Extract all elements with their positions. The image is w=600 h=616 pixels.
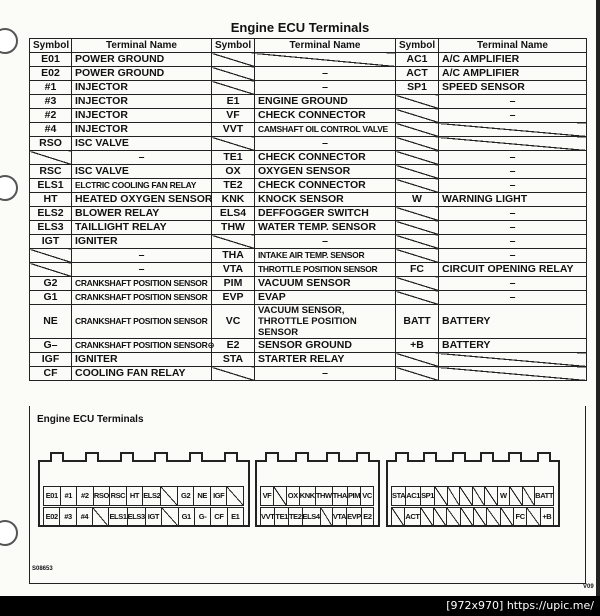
connector-pin: VTA	[332, 507, 347, 527]
page-code: V09	[583, 584, 594, 590]
terminal-symbol: E02	[30, 67, 72, 81]
terminal-symbol: HT	[30, 193, 72, 207]
connector-pin: #1	[60, 486, 78, 506]
terminal-name: –	[255, 235, 396, 249]
terminal-symbol: AC1	[396, 53, 439, 67]
terminal-symbol: VC	[212, 305, 255, 339]
terminal-name: –	[439, 109, 587, 123]
connector-a	[38, 460, 250, 527]
header-symbol: Symbol	[30, 39, 72, 53]
table-row	[30, 221, 587, 235]
terminal-symbol	[396, 137, 439, 151]
terminal-name: WARNING LIGHT	[439, 193, 587, 207]
terminal-name: VACUUM SENSOR	[255, 277, 396, 291]
terminal-name: IGNITER	[72, 235, 212, 249]
header-terminal-name: Terminal Name	[72, 39, 212, 53]
terminal-name: INJECTOR	[72, 123, 212, 137]
terminal-name: CRANKSHAFT POSITION SENSOR	[72, 305, 212, 339]
connector-pin	[420, 507, 434, 527]
terminal-symbol	[396, 367, 439, 381]
terminal-symbol	[30, 263, 72, 277]
terminal-name: ENGINE GROUND	[255, 95, 396, 109]
terminal-name: –	[72, 249, 212, 263]
connector-latch	[154, 452, 168, 462]
connector-pin	[472, 486, 486, 506]
terminal-name: INJECTOR	[72, 109, 212, 123]
connector-pin: PIM	[347, 486, 361, 506]
terminal-symbol	[396, 277, 439, 291]
terminal-symbol: PIM	[212, 277, 255, 291]
connector-pin	[447, 486, 461, 506]
connector-pin: OX	[286, 486, 300, 506]
connector-pin	[473, 507, 487, 527]
terminal-symbol	[396, 151, 439, 165]
table-row	[30, 339, 587, 353]
terminal-name: –	[255, 67, 396, 81]
terminal-name: ISC VALVE	[72, 137, 212, 151]
terminal-name	[255, 53, 396, 67]
connector-latch	[356, 452, 370, 462]
connector-pin	[160, 486, 178, 506]
terminal-name: CIRCUIT OPENING RELAY	[439, 263, 587, 277]
connector-pin: #3	[59, 507, 76, 527]
terminal-symbol: ELS2	[30, 207, 72, 221]
table-row	[30, 291, 587, 305]
connector-pin: ACT	[404, 507, 420, 527]
terminal-symbol: OX	[212, 165, 255, 179]
connector-b	[255, 460, 380, 527]
connector-pin	[433, 507, 447, 527]
terminal-symbol	[212, 367, 255, 381]
connector-pin: THW	[315, 486, 333, 506]
terminal-symbol: CF	[30, 367, 72, 381]
terminal-symbol	[396, 249, 439, 263]
table-row	[30, 67, 587, 81]
pin-row-top	[392, 486, 554, 506]
connector-pin: TE2	[288, 507, 303, 527]
terminal-symbol: STA	[212, 353, 255, 367]
table-row	[30, 207, 587, 221]
connector-latch	[423, 452, 437, 462]
terminal-symbol: #4	[30, 123, 72, 137]
terminal-name: KNOCK SENSOR	[255, 193, 396, 207]
terminal-name: –	[255, 81, 396, 95]
connector-pin	[526, 507, 540, 527]
connector-pin: SP1	[420, 486, 435, 506]
connector-pin: ELS3	[127, 507, 146, 527]
connector-pin: E02	[43, 507, 60, 527]
terminal-name: –	[439, 165, 587, 179]
table-row	[30, 235, 587, 249]
page-title: Engine ECU Terminals	[230, 20, 370, 35]
connector-pin	[500, 507, 514, 527]
terminal-name: STARTER RELAY	[255, 353, 396, 367]
binder-ring-icon	[0, 520, 18, 546]
terminal-symbol	[30, 151, 72, 165]
terminal-name: TAILLIGHT RELAY	[72, 221, 212, 235]
header-terminal-name: Terminal Name	[255, 39, 396, 53]
pin-row-bottom	[261, 507, 374, 527]
connector-pin: VF	[260, 486, 274, 506]
table-row	[30, 109, 587, 123]
connector-pin	[522, 486, 536, 506]
terminal-name: DEFFOGGER SWITCH	[255, 207, 396, 221]
connector-pin: E2	[361, 507, 374, 527]
terminal-symbol: G1	[30, 291, 72, 305]
terminal-symbol	[396, 165, 439, 179]
connector-pin	[391, 507, 405, 527]
header-symbol: Symbol	[212, 39, 255, 53]
terminal-symbol: SP1	[396, 81, 439, 95]
terminal-name: ISC VALVE	[72, 165, 212, 179]
terminal-name: –	[439, 235, 587, 249]
terminal-name: –	[439, 151, 587, 165]
terminal-symbol: TE2	[212, 179, 255, 193]
terminal-symbol: E2	[212, 339, 255, 353]
connector-pin: BATT	[534, 486, 554, 506]
terminal-name	[439, 367, 587, 381]
terminal-symbol	[396, 353, 439, 367]
terminal-symbol	[212, 53, 255, 67]
connector-pin: ELS1	[108, 507, 127, 527]
terminal-name: INJECTOR	[72, 81, 212, 95]
terminal-name: –	[72, 263, 212, 277]
connector-pin: #2	[76, 486, 94, 506]
terminal-symbol	[396, 207, 439, 221]
connector-latch	[326, 452, 340, 462]
terminal-name: CRANKSHAFT POSITION SENSOR⊖	[72, 339, 212, 353]
terminal-name: A/C AMPLIFIER	[439, 67, 587, 81]
terminal-name: A/C AMPLIFIER	[439, 53, 587, 67]
terminal-name: CAMSHAFT OIL CONTROL VALVE	[255, 123, 396, 137]
header-terminal-name: Terminal Name	[439, 39, 587, 53]
terminal-name: OXYGEN SENSOR	[255, 165, 396, 179]
connector-tabs	[257, 452, 378, 462]
connector-latch	[189, 452, 203, 462]
table-row	[30, 193, 587, 207]
connector-pin	[161, 507, 178, 527]
connector-pin: THA	[332, 486, 348, 506]
terminal-symbol	[396, 109, 439, 123]
terminal-name: CHECK CONNECTOR	[255, 179, 396, 193]
connector-pin: G2	[177, 486, 195, 506]
terminal-symbol: TE1	[212, 151, 255, 165]
terminal-symbol: E1	[212, 95, 255, 109]
terminal-name: WATER TEMP. SENSOR	[255, 221, 396, 235]
terminal-name: BATTERY	[439, 305, 587, 339]
connector-pin: W	[497, 486, 511, 506]
connector-pin: IGF	[210, 486, 228, 506]
terminal-symbol: ELS3	[30, 221, 72, 235]
binder-ring-icon	[0, 175, 18, 201]
connector-pin: VVT	[260, 507, 275, 527]
connector-pin: IGT	[145, 507, 162, 527]
terminal-name: CHECK CONNECTOR	[255, 109, 396, 123]
terminal-symbol: +B	[396, 339, 439, 353]
connector-pin	[486, 507, 500, 527]
terminal-symbol: W	[396, 193, 439, 207]
terminal-symbol	[396, 179, 439, 193]
table-row	[30, 249, 587, 263]
connector-pin: E1	[227, 507, 244, 527]
terminal-symbol	[396, 291, 439, 305]
terminal-symbol	[212, 235, 255, 249]
table-row	[30, 81, 587, 95]
terminal-symbol: ACT	[396, 67, 439, 81]
terminal-name	[439, 353, 587, 367]
pin-row-top	[261, 486, 374, 506]
terminal-name: BLOWER RELAY	[72, 207, 212, 221]
terminal-name: –	[439, 95, 587, 109]
connector-tabs	[388, 452, 558, 462]
connector-latch	[265, 452, 279, 462]
connector-pin	[273, 486, 287, 506]
terminal-symbol: #1	[30, 81, 72, 95]
connector-pin: G1	[178, 507, 195, 527]
terminal-name: –	[255, 137, 396, 151]
pin-row-bottom	[44, 507, 244, 527]
connector-latch	[537, 452, 551, 462]
connector-pin	[226, 486, 244, 506]
terminal-name: –	[439, 277, 587, 291]
connector-pin	[484, 486, 498, 506]
terminal-name: VACUUM SENSOR, THROTTLE POSITION SENSOR	[255, 305, 396, 339]
terminal-symbol: THA	[212, 249, 255, 263]
connector-pin: #4	[76, 507, 93, 527]
connector-pin: FC	[513, 507, 527, 527]
terminal-symbol: IGT	[30, 235, 72, 249]
connector-pin	[509, 486, 523, 506]
terminal-symbol: THW	[212, 221, 255, 235]
terminal-symbol: VVT	[212, 123, 255, 137]
connector-pin: ELS2	[142, 486, 161, 506]
table-row	[30, 95, 587, 109]
terminal-symbol	[396, 123, 439, 137]
terminal-symbol	[212, 81, 255, 95]
terminal-table	[29, 38, 587, 381]
terminal-symbol: NE	[30, 305, 72, 339]
connector-pin	[92, 507, 109, 527]
table-row	[30, 367, 587, 381]
connector-latch	[224, 452, 238, 462]
terminal-symbol	[396, 95, 439, 109]
terminal-name: COOLING FAN RELAY	[72, 367, 212, 381]
connector-tabs	[40, 452, 248, 462]
connector-latch	[508, 452, 522, 462]
table-row	[30, 53, 587, 67]
connector-pin: +B	[540, 507, 554, 527]
connector-pin: HT	[126, 486, 144, 506]
terminal-name: –	[439, 179, 587, 193]
terminal-name: POWER GROUND	[72, 67, 212, 81]
terminal-symbol	[396, 235, 439, 249]
terminal-symbol: VTA	[212, 263, 255, 277]
connector-pin: KNK	[299, 486, 316, 506]
terminal-name: –	[439, 221, 587, 235]
terminal-symbol	[212, 137, 255, 151]
connector-latch	[295, 452, 309, 462]
header-symbol: Symbol	[396, 39, 439, 53]
terminal-symbol: ELS1	[30, 179, 72, 193]
connector-latch	[452, 452, 466, 462]
connector-latch	[480, 452, 494, 462]
terminal-symbol: BATT	[396, 305, 439, 339]
connector-pin: RSC	[109, 486, 127, 506]
connector-latch	[85, 452, 99, 462]
terminal-symbol	[30, 249, 72, 263]
terminal-symbol: FC	[396, 263, 439, 277]
connector-pin: RSO	[93, 486, 111, 506]
terminal-name: POWER GROUND	[72, 53, 212, 67]
connector-pin: STA	[391, 486, 406, 506]
pin-row-top	[44, 486, 244, 506]
terminal-symbol: KNK	[212, 193, 255, 207]
pin-row-bottom	[392, 507, 554, 527]
terminal-symbol	[212, 67, 255, 81]
terminal-symbol: RSC	[30, 165, 72, 179]
terminal-name: SENSOR GROUND	[255, 339, 396, 353]
table-row	[30, 151, 587, 165]
terminal-name: INJECTOR	[72, 95, 212, 109]
connector-c	[386, 460, 560, 527]
terminal-name: HEATED OXYGEN SENSOR	[72, 193, 212, 207]
connector-pin	[460, 507, 474, 527]
terminal-symbol: IGF	[30, 353, 72, 367]
terminal-name: CRANKSHAFT POSITION SENSOR	[72, 291, 212, 305]
terminal-symbol: G2	[30, 277, 72, 291]
terminal-symbol	[396, 221, 439, 235]
terminal-name: –	[439, 291, 587, 305]
terminal-name: THROTTLE POSITION SENSOR	[255, 263, 396, 277]
terminal-name: –	[255, 367, 396, 381]
table-row	[30, 277, 587, 291]
footer-caption: [972x970] https://upic.me/	[0, 596, 600, 616]
figure-code: S08653	[32, 566, 53, 572]
table-row	[30, 165, 587, 179]
terminal-symbol: ELS4	[212, 207, 255, 221]
terminal-name: EVAP	[255, 291, 396, 305]
terminal-symbol: #3	[30, 95, 72, 109]
table-row	[30, 179, 587, 193]
terminal-name: CHECK CONNECTOR	[255, 151, 396, 165]
connector-latch	[120, 452, 134, 462]
terminal-symbol: RSO	[30, 137, 72, 151]
terminal-name: –	[72, 151, 212, 165]
terminal-name	[439, 137, 587, 151]
connector-pin: CF	[210, 507, 227, 527]
terminal-name: ELCTRIC COOLING FAN RELAY	[72, 179, 212, 193]
connector-pin: EVP	[346, 507, 362, 527]
terminal-symbol: G–	[30, 339, 72, 353]
connector-pin	[459, 486, 473, 506]
terminal-symbol: #2	[30, 109, 72, 123]
terminal-name: SPEED SENSOR	[439, 81, 587, 95]
terminal-symbol: EVP	[212, 291, 255, 305]
terminal-name: CRANKSHAFT POSITION SENSOR	[72, 277, 212, 291]
table-row	[30, 137, 587, 151]
table-row	[30, 123, 587, 137]
terminal-symbol: E01	[30, 53, 72, 67]
table-row	[30, 305, 587, 339]
terminal-name: –	[439, 249, 587, 263]
connector-latch	[50, 452, 64, 462]
connector-pin: VC	[360, 486, 374, 506]
terminal-name: INTAKE AIR TEMP. SENSOR	[255, 249, 396, 263]
connector-title: Engine ECU Terminals	[37, 414, 144, 425]
terminal-symbol: VF	[212, 109, 255, 123]
terminal-name: BATTERY	[439, 339, 587, 353]
connector-pin: G-	[194, 507, 211, 527]
terminal-name: IGNITER	[72, 353, 212, 367]
table-header-row	[30, 39, 587, 53]
table-row	[30, 353, 587, 367]
connector-pin: TE1	[274, 507, 289, 527]
connector-pin: NE	[193, 486, 211, 506]
connector-pin	[434, 486, 448, 506]
table-row	[30, 263, 587, 277]
terminal-name: –	[439, 207, 587, 221]
connector-pin: AC1	[405, 486, 421, 506]
connector-pin: ELS4	[302, 507, 321, 527]
terminal-name	[439, 123, 587, 137]
connector-pin: E01	[43, 486, 61, 506]
connector-pin	[446, 507, 460, 527]
connector-latch	[395, 452, 409, 462]
